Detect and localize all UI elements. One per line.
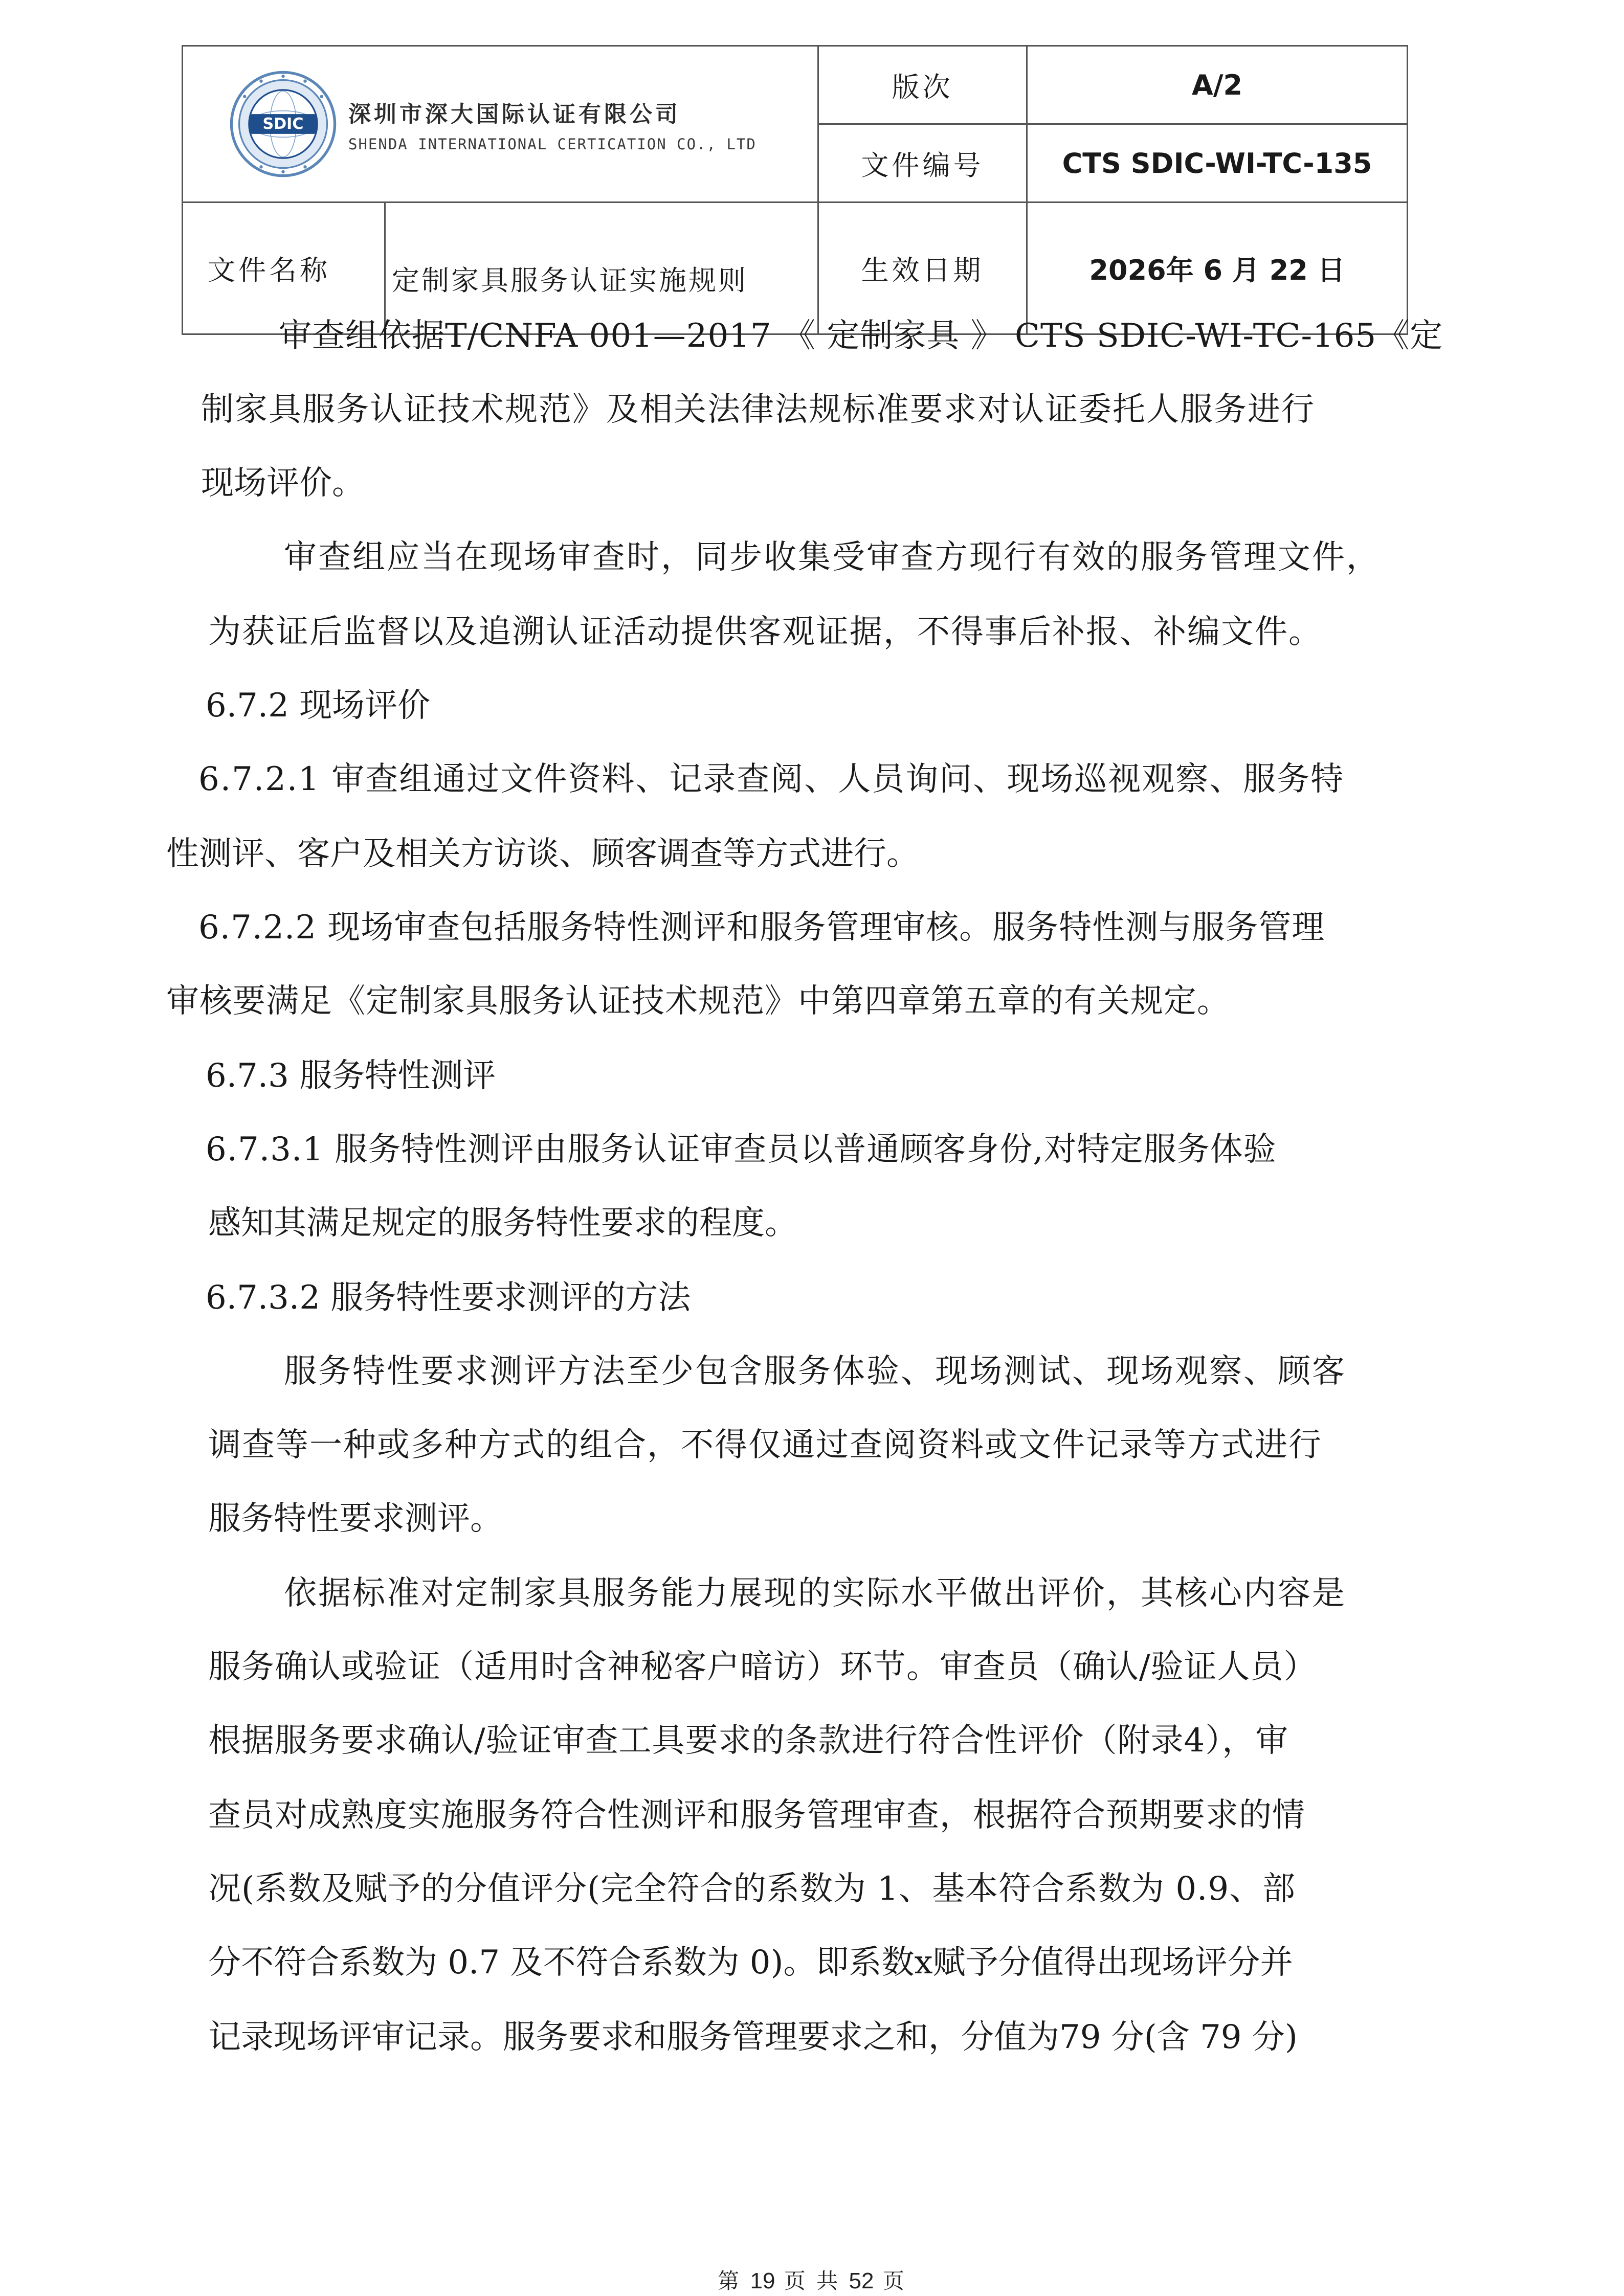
current-page-number: 19	[750, 2268, 775, 2293]
effective-date-value: 2026年 6 月 22 日	[1027, 202, 1408, 334]
body-line: 感知其满足规定的服务特性要求的程度。	[208, 1204, 797, 1242]
body-line: 现场评价。	[201, 464, 365, 502]
body-line: 根据服务要求确认/验证审查工具要求的条款进行符合性评价（附录4），审	[208, 1722, 1289, 1760]
body-line: 制家具服务认证技术规范》及相关法律法规标准要求对认证委托人服务进行	[201, 391, 1315, 429]
body-line: 服务特性要求测评。	[208, 1500, 503, 1538]
doc-number-label: 文件编号	[818, 124, 1027, 202]
doc-number-value: CTS SDIC-WI-TC-135	[1027, 124, 1408, 202]
page-footer	[0, 2264, 1624, 2295]
body-line: 依据标准对定制家具服务能力展现的实际水平做出评价，其核心内容是	[284, 1574, 1346, 1612]
body-line: 审查组依据T/CNFA 001—2017 《 定制家具 》 CTS SDIC-WI-TC-165《定	[279, 317, 1443, 355]
body-line: 6.7.2.2 现场审查包括服务特性测评和服务管理审核。服务特性测与服务管理	[198, 909, 1325, 947]
footer-suffix: 页	[882, 2268, 906, 2293]
body-line: 服务特性要求测评方法至少包含服务体验、现场测试、现场观察、顾客	[284, 1353, 1346, 1390]
body-line: 调查等一种或多种方式的组合，不得仅通过查阅资料或文件记录等方式进行	[208, 1426, 1322, 1464]
effective-date-label: 生效日期	[818, 202, 1027, 334]
footer-prefix: 第	[718, 2268, 742, 2293]
section-heading-6-7-2: 6.7.2 现场评价	[206, 687, 431, 725]
version-value: A/2	[1027, 46, 1408, 124]
section-heading-6-7-3-2: 6.7.3.2 服务特性要求测评的方法	[206, 1279, 691, 1317]
section-heading-6-7-3: 6.7.3 服务特性测评	[206, 1057, 496, 1095]
body-line: 分不符合系数为 0.7 及不符合系数为 0)。即系数x赋予分值得出现场评分并	[208, 1944, 1293, 1982]
total-page-count: 52	[849, 2268, 874, 2293]
body-line: 性测评、客户及相关方访谈、顾客调查等方式进行。	[166, 835, 919, 873]
version-label: 版次	[818, 46, 1027, 124]
body-line: 为获证后监督以及追溯认证活动提供客观证据，不得事后补报、补编文件。	[208, 613, 1322, 651]
body-line: 查员对成熟度实施服务符合性测评和服务管理审查，根据符合预期要求的情	[208, 1796, 1305, 1834]
company-name-en: SHENDA INTERNATIONAL CERTICATION CO., LTD	[348, 135, 757, 153]
file-name-value: 定制家具服务认证实施规则	[392, 264, 748, 297]
body-line: 6.7.3.1 服务特性测评由服务认证审查员以普通顾客身份,对特定服务体验	[206, 1131, 1277, 1168]
body-line: 审查组应当在现场审查时，同步收集受审查方现行有效的服务管理文件，	[284, 538, 1381, 576]
body-line: 审核要满足《定制家具服务认证技术规范》中第四章第五章的有关规定。	[166, 982, 1230, 1020]
body-line: 况(系数及赋予的分值评分(完全符合的系数为 1、基本符合系数为 0.9、部	[208, 1870, 1296, 1908]
footer-middle: 页 共	[784, 2268, 840, 2293]
file-name-label: 文件名称	[183, 203, 385, 333]
body-line: 记录现场评审记录。服务要求和服务管理要求之和，分值为79 分(含 79 分)	[208, 2018, 1298, 2056]
logo-text: SDIC	[262, 115, 304, 133]
company-name-cn: 深圳市深大国际认证有限公司	[348, 101, 681, 127]
body-line: 服务确认或验证（适用时含神秘客户暗访）环节。审查员（确认/验证人员）	[208, 1648, 1317, 1686]
body-line: 6.7.2.1 审查组通过文件资料、记录查阅、人员询问、现场巡视观察、服务特	[198, 760, 1345, 798]
